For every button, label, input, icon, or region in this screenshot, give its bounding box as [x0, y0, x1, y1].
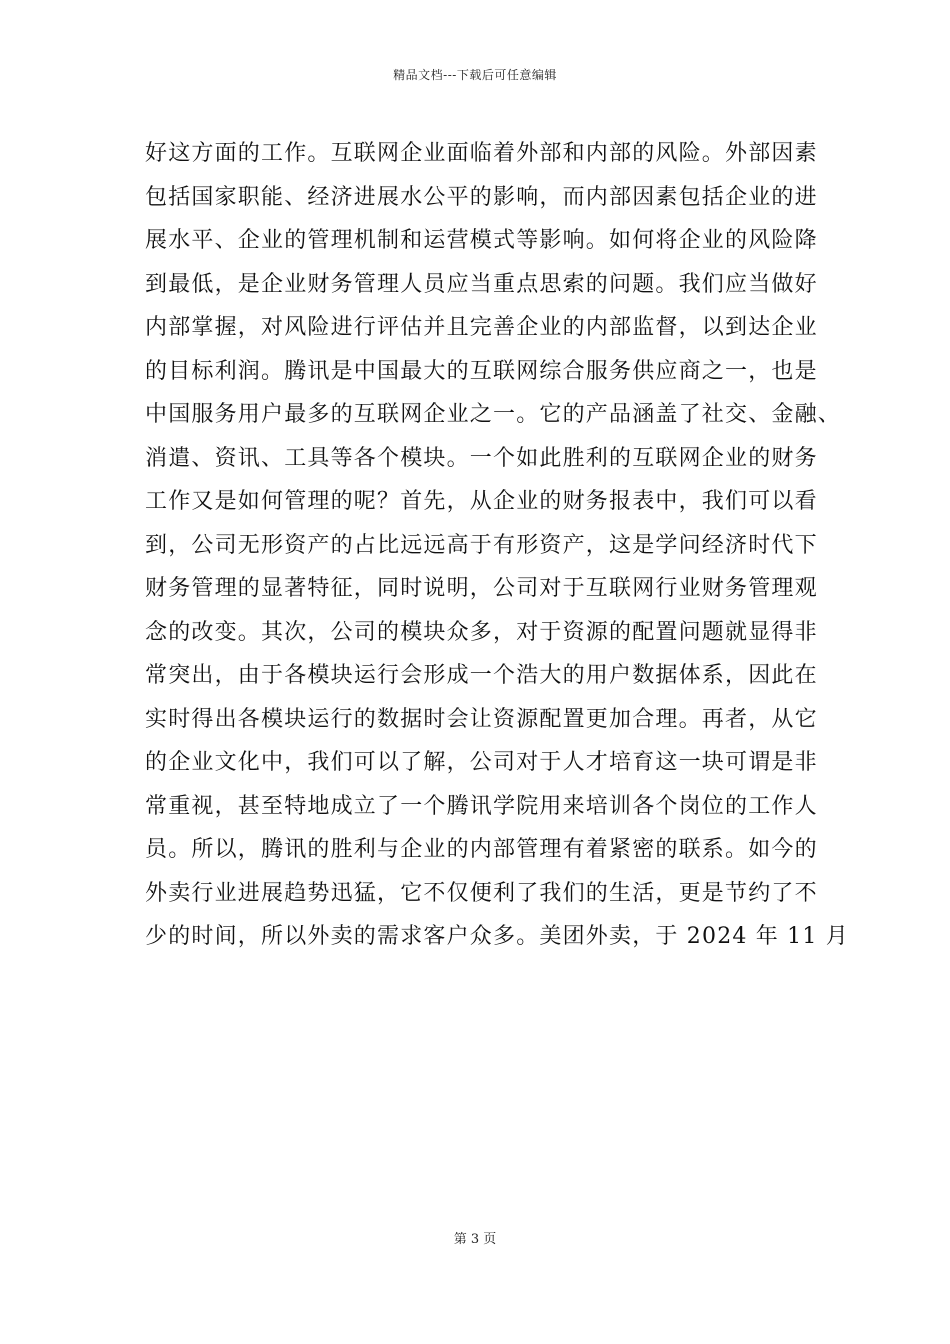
- text-line: 包括国家职能、经济进展水公平的影响，而内部因素包括企业的进: [145, 184, 818, 210]
- text-line: 好这方面的工作。互联网企业面临着外部和内部的风险。外部因素: [145, 141, 818, 166]
- text-line: 工作又是如何管理的呢？首先，从企业的财务报表中，我们可以看: [145, 489, 818, 514]
- text-line: 常重视，甚至特地成立了一个腾讯学院用来培训各个岗位的工作人: [145, 793, 818, 819]
- text-line: 展水平、企业的管理机制和运营模式等影响。如何将企业的风险降: [145, 228, 818, 253]
- text-line: 实时得出各模块运行的数据时会让资源配置更加合理。再者，从它: [145, 706, 818, 732]
- text-line: 中国服务用户最多的互联网企业之一。它的产品涵盖了社交、金融、: [145, 402, 842, 427]
- body-text: [145, 132, 849, 959]
- text-line: 外卖行业进展趋势迅猛，它不仅便利了我们的生活，更是节约了不: [145, 880, 818, 906]
- text-line: 少的时间，所以外卖的需求客户众多。美团外卖，于 2024 年 11 月: [145, 924, 849, 949]
- text-line: 内部掌握，对风险进行评估并且完善企业的内部监督，以到达企业: [145, 315, 818, 340]
- text-line: 的目标利润。腾讯是中国最大的互联网综合服务供应商之一，也是: [145, 358, 818, 384]
- text-line: 消遣、资讯、工具等各个模块。一个如此胜利的互联网企业的财务: [145, 445, 818, 471]
- text-line: 员。所以，腾讯的胜利与企业的内部管理有着紧密的联系。如今的: [145, 837, 818, 862]
- text-line: 到最低，是企业财务管理人员应当重点思索的问题。我们应当做好: [145, 271, 818, 297]
- page-header: 精品文档---下载后可任意编辑: [393, 68, 557, 82]
- text-line: 到，公司无形资产的占比远远高于有形资产，这是学问经济时代下: [145, 532, 818, 558]
- text-line: 的企业文化中，我们可以了解，公司对于人才培育这一块可谓是非: [145, 750, 818, 775]
- text-line: 念的改变。其次，公司的模块众多，对于资源的配置问题就显得非: [145, 619, 818, 645]
- page-number: 第 3 页: [453, 1232, 497, 1247]
- text-line: 财务管理的显著特征，同时说明，公司对于互联网行业财务管理观: [145, 576, 818, 601]
- text-line: 常突出，由于各模块运行会形成一个浩大的用户数据体系，因此在: [145, 663, 818, 688]
